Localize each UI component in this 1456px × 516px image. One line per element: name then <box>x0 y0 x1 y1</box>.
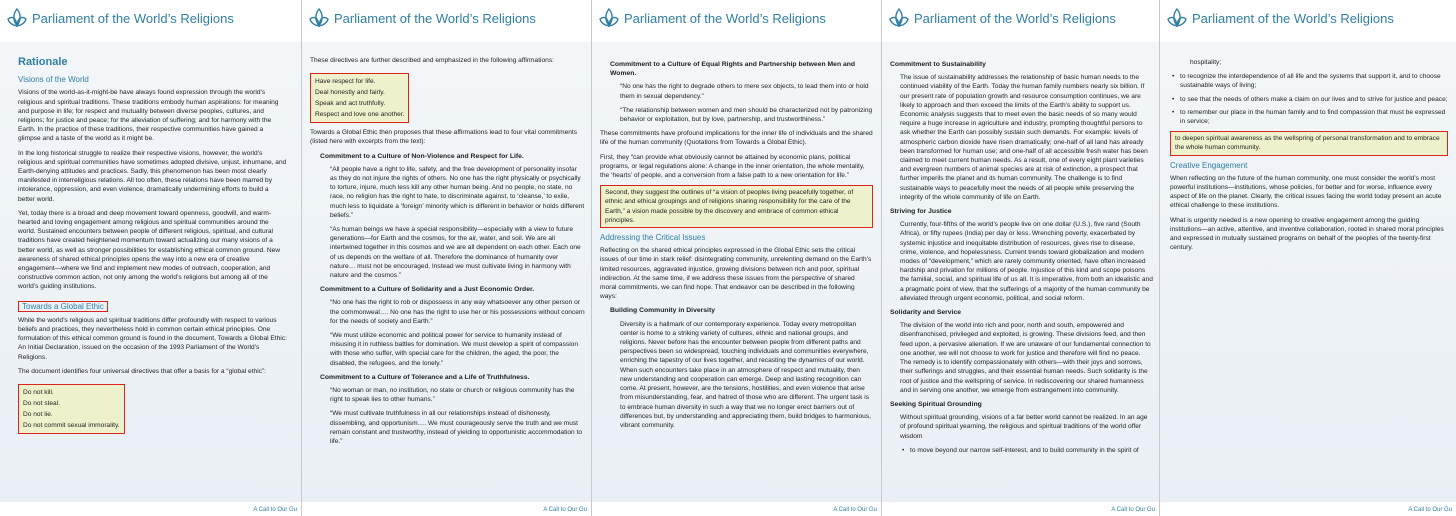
subsection-heading: Building Community in Diversity <box>610 307 715 315</box>
header-title: Parliament of the World’s Religions <box>624 11 826 26</box>
affirmation-item: Respect and love one another. <box>315 111 405 119</box>
paragraph: The document identifies four universal directives that offer a basis for a “global ethic”: <box>18 367 267 375</box>
quote: “All people have a right to life, safety, and the free development of personality insofar as they do not injure the rights of others. No one has the right physically or psychically to torture, injure, much less kill any other human being. And no people, no state, no race, no religion has the right to hate, to discriminate against, to ‘cleanse,’ to exile, much less to liquidate a ‘foreign’ minority which is different in behavior or holds different beliefs.” <box>330 165 585 219</box>
commitment-heading: Commitment to a Culture of Equal Rights and Partnership between Men and Women. <box>610 61 856 78</box>
paragraph: Diversity is a hallmark of our contemporary experience. Today every metropolitan center is home to a striking variety of cultures, ethnic and national groups, and religions. Never before has the encounter between people from different paths and perspectives been so widespread, touching individuals and communities everywhere, enriching the tapestry of our lives together, and recasting the dynamics of our world. When such encounters take place in an atmosphere of respect and mutuality, then new understanding and cooperation can emerge. Deep and lasting recognition can come. At present, however, are the tensions, hostilities, and even violence that arise from misunderstanding, fear, and hatred of those who are different. The urgent task is to embrace human diversity in such a way that we no longer erect barriers out of differences but, by understanding and appreciating them, build bridges to harmonious, vibrant community. <box>620 320 871 429</box>
parliament-logo-icon <box>1164 6 1190 32</box>
list-item: to deepen spiritual awareness as the wellspring of personal transformation and to embrace the whole human community. <box>1175 135 1440 152</box>
directive-item: Do not lie. <box>23 411 53 419</box>
directives-highlight-box <box>18 384 125 434</box>
footer-text: A Call to Our Gu <box>833 507 877 513</box>
subsection-heading: Commitment to Sustainability <box>890 61 986 68</box>
list-item: • to see that the needs of others make a claim on our lives and to strive for justice and peace; <box>1170 95 1448 104</box>
directive-item: Do not kill. <box>23 389 54 397</box>
paragraph: Currently, four-fifths of the world’s people live on one dollar (U.S.), five rand (South Africa), or fifty rupees (India) per day or less. Wrenching poverty, exacerbated by systemic injustice and inequitable distribution of resources, gives rise to disease, crime, violence, and hopelessness. Current trends toward globalization and modern modes of “development,” which are rarely community oriented, have often increased hardship and privation for millions of people. Injustice of this kind and scope poisons the familial, social, and spiritual life of us all. It is imperative, from both an idealistic and a pragmatic point of view, that the sufferings of a majority of the human community be alleviated through urgent economic, political, and social reform. <box>900 221 1153 302</box>
quote: “No one has the right to rob or dispossess in any way whatsoever any other person or the commonweal…. No one has the right to use her or his possessions without concern for the needs of society and Earth.” <box>330 299 585 325</box>
page-body <box>890 56 1153 460</box>
paragraph: These directives are further described and emphasized in the following affirmations: <box>310 57 554 64</box>
subheading-global-ethic: Towards a Global Ethic <box>18 301 108 312</box>
page-header <box>302 0 591 42</box>
page-header <box>882 0 1159 42</box>
subheading-critical-issues: Addressing the Critical Issues <box>600 233 706 243</box>
commitment-heading: Commitment to a Culture of Tolerance and a Life of Truthfulness. <box>320 373 530 381</box>
header-title: Parliament of the World’s Religions <box>32 11 234 26</box>
paragraph: Visions of the world-as-it-might-be have always found expression through the world’s religious and spiritual traditions. These traditions embody human aspirations: for meaning and purpose in life; for respect and mutuality between diverse peoples, cultures, and religions; for justice and peace; for the alleviation of suffering; and for harmony with the Earth. In the practice of these traditions, their respective communities have gained a glimpse and a taste of the world as it might be. <box>18 89 279 143</box>
parliament-logo-icon <box>4 6 30 32</box>
subsection-heading: Striving for Justice <box>890 208 952 216</box>
paragraph: First, they “can provide what obviously cannot be attained by economic plans, political programs, or legal regulations alone: A change in the inner orientation, the whole mentality, the ‘hearts’ of people, and a conversion from a false path to a new orientation for life.” <box>600 153 865 180</box>
directive-item: Do not steal. <box>23 400 61 408</box>
quote: “As human beings we have a special responsibility—especially with a view to future generations—for Earth and the cosmos, for the air, water, and soil. We are all intertwined together in this cosmos and we are all dependent on each other. Each one of us depends on the welfare of all. Therefore the dominance of humanity over nature… must not be encouraged. Instead we must cultivate living in harmony with nature and the cosmos.” <box>330 226 581 280</box>
paragraph: What is urgently needed is a new opening to creative engagement among the guiding institutions—an active, attentive, and inventive collaboration, rooted in shared moral principles and expressed in mutually sustained programs on behalf of the peoples of the twenty-first century. <box>1170 216 1444 252</box>
highlighted-paragraph-box <box>600 185 873 228</box>
document-page-1 <box>0 0 302 516</box>
document-page-4 <box>882 0 1160 516</box>
document-page-3 <box>592 0 882 516</box>
paragraph: Second, they suggest the outlines of “a vision of peoples living peacefully together, of ethnic and ethical groupings and of religions sharing responsibility for the care of the Earth,” a vision made possible by the discovery and embrace of common ethical principles. <box>605 189 854 224</box>
paragraph: Yet, today there is a broad and deep movement toward openness, goodwill, and warm-hearted and loving engagement among religious and spiritual communities around the world. Sustained encounters between people of different religious, spiritual, and cultural traditions have created heightened momentum toward actualizing our many visions of a better world, as well as stronger possibilities for establishing ethical common ground. New awareness of shared ethical principles opens the way into a new era of creative engagement—where we find and implement new modes of outreach, cooperation, and constructive common action, not only among the world’s religions but among all of the world’s guiding institutions. <box>18 209 281 291</box>
directive-item: Do not commit sexual immorality. <box>23 422 120 430</box>
paragraph: While the world’s religious and spiritual traditions differ profoundly with respect to various beliefs and practices, they nevertheless hold in common certain ethical principles. One formulation of this ethical common ground is found in the document, Towards a Global Ethic: An Initial Declaration, issued on the occasion of the 1993 Parliament of the World’s Religions. <box>18 316 287 361</box>
commitment-heading: Commitment to a Culture of Solidarity and a Just Economic Order. <box>320 286 535 294</box>
header-title: Parliament of the World’s Religions <box>914 11 1116 26</box>
page-header <box>0 0 301 42</box>
list-item: • to recognize the interdependence of all life and the systems that support it, and to choose sustainable ways of living; <box>1170 72 1448 90</box>
subsection-heading: Seeking Spiritual Grounding <box>890 400 982 408</box>
header-title: Parliament of the World’s Religions <box>1192 11 1394 26</box>
quote: “We must cultivate truthfulness in all our relationships instead of dishonesty, dissembling, and opportunism…. We must courageously serve the truth and we must remain constant and trustworthy, instead of yielding to opportunistic accommodation to life.” <box>330 410 583 446</box>
page-body <box>1170 58 1448 257</box>
list-item: • to remember our place in the human family and to find compassion that must be expressed in service; <box>1170 108 1448 126</box>
paragraph: In the long historical struggle to realize their respective visions, however, the world’s religious and spiritual communities have sometimes adopted divisive, unjust, inhumane, and Earth-denying attitudes and practices. Sadly, this phenomenon has been most clearly manifested in interreligious relations. All too often, these relations have been marred by intolerance, oppression, and even violence, dramatically undermining efforts to build a better world. <box>18 149 287 203</box>
paragraph: Without spiritual grounding, visions of a far better world cannot be realized. In an age of profound spiritual yearning, the religious and spiritual traditions of the world offer wisdom <box>900 414 1148 440</box>
affirmations-highlight-box <box>310 73 409 123</box>
footer-text: A Call to Our Gu <box>543 507 587 513</box>
page-header <box>1160 0 1456 42</box>
document-page-2 <box>302 0 592 516</box>
footer-text: A Call to Our Gu <box>1408 507 1452 513</box>
subheading-creative-engagement: Creative Engagement <box>1170 160 1248 170</box>
paragraph: These commitments have profound implications for the inner life of individuals and the shared life of the human community (Quotations from Towards a Global Ethic). <box>600 130 873 147</box>
parliament-logo-icon <box>596 6 622 32</box>
commitment-heading: Commitment to a Culture of Non-Violence and Respect for Life. <box>320 152 524 160</box>
quote: “The relationship between women and men should be characterized not by patronizing behavior or exploitation, but by love, partnership, and trustworthiness.” <box>620 106 873 124</box>
list-item: • to move beyond our narrow self-interest, and to build community in the spirit of <box>900 446 1153 455</box>
affirmation-item: Speak and act truthfully. <box>315 100 386 108</box>
footer-text: A Call to Our Gu <box>1111 507 1155 513</box>
subheading-visions: Visions of the World <box>18 75 89 85</box>
subsection-heading: Solidarity and Service <box>890 309 962 317</box>
quote: “We must utilize economic and political power for service to humanity instead of misusing it in ruthless battles for domination. We must develop a spirit of compassion with those who suffer, with special care for the children, the aged, the poor, the disabled, the refugees, and the lonely.” <box>330 332 578 367</box>
document-page-5 <box>1160 0 1456 516</box>
page-header <box>592 0 881 42</box>
page-body <box>18 46 287 439</box>
paragraph: The issue of sustainability addresses the relationship of basic human needs to the continued viability of the Earth. Today the human family numbers nearly six billion. If our present rate of population growth and resource consumption continues, we are likely to approach and then exceed the limits of the Earth’s ability to support us. Economic analysis suggests that to meet even the basic needs of so many would require a huge increase in agriculture and industry, prompting thoughtful persons to ask whether the Earth can possibly sustain such demands. For example: levels of atmospheric carbon dioxide have risen dramatically; one-half of all land has already been transformed for human use; and one-half of all accessible fresh water has been claimed to meet current human needs. As a result, one of every eight plant varieties and evergreen numbers of animal species are at risk of extinction, a prospect that further imperils the planet and its human community. The challenge is to find sustainable ways to peacefully meet the needs of all people while preserving the integrity of the whole community of life on Earth. <box>900 74 1148 201</box>
paragraph: Reflecting on the shared ethical principles expressed in the Global Ethic sets the critical issues of our time in stark relief: disintegrating community, unrelenting demand on the Earth’s limited resources, aggravated injustice, growing divisions between rich and poor, spiritual indirection. At the same time, if we address these issues from the perspective of shared moral commitments, we can find hope. That endeavor can be described in the following ways: <box>600 247 872 301</box>
footer-text: A Call to Our Gu <box>253 507 297 513</box>
paragraph: The division of the world into rich and poor, north and south, empowered and disenfranchised, privileged and exploited, is growing. These divisions feed, and then feed upon, a pervasive alienation. If we are unaware of our fundamental connection to one another, we will not choose to work for justice and therefore will find no peace. The remedy is to identify compassionately with others—with their joys and sorrows, their sufferings and struggles, and their essential human needs. Such solidarity is the root of justice and the wellspring of service. In rediscovering our shared humanness and in serving one another, we emerge from estrangement into community. <box>900 322 1151 394</box>
quote: “No woman or man, no institution, no state or church or religious community has the right to speak lies to other humans.” <box>330 387 575 404</box>
paragraph: hospitality; <box>1190 59 1222 66</box>
page-body <box>600 56 873 435</box>
parliament-logo-icon <box>306 6 332 32</box>
paragraph: When reflecting on the future of the human community, one must consider the world’s most powerful institutions—institutions, whose policies, for better and for worse, influence every aspect of life on the planet. Clearly, the critical issues facing the world today present an acute ethical challenge to these institutions. <box>1170 174 1442 210</box>
quote: “No one has the right to degrade others to mere sex objects, to lead them into or hold them in sexual dependency.” <box>620 83 869 100</box>
affirmation-item: Deal honestly and fairly. <box>315 89 385 97</box>
section-heading-rationale: Rationale <box>18 56 68 68</box>
page-body <box>310 56 585 451</box>
header-title: Parliament of the World’s Religions <box>334 11 536 26</box>
bullet-list <box>1170 72 1448 126</box>
bullet-list <box>890 446 1153 455</box>
highlighted-bullet-box <box>1170 131 1448 155</box>
paragraph: Towards a Global Ethic then proposes that these affirmations lead to four vital commitments (listed here with excerpts from the text): <box>310 129 578 146</box>
affirmation-item: Have respect for life. <box>315 78 376 86</box>
parliament-logo-icon <box>886 6 912 32</box>
